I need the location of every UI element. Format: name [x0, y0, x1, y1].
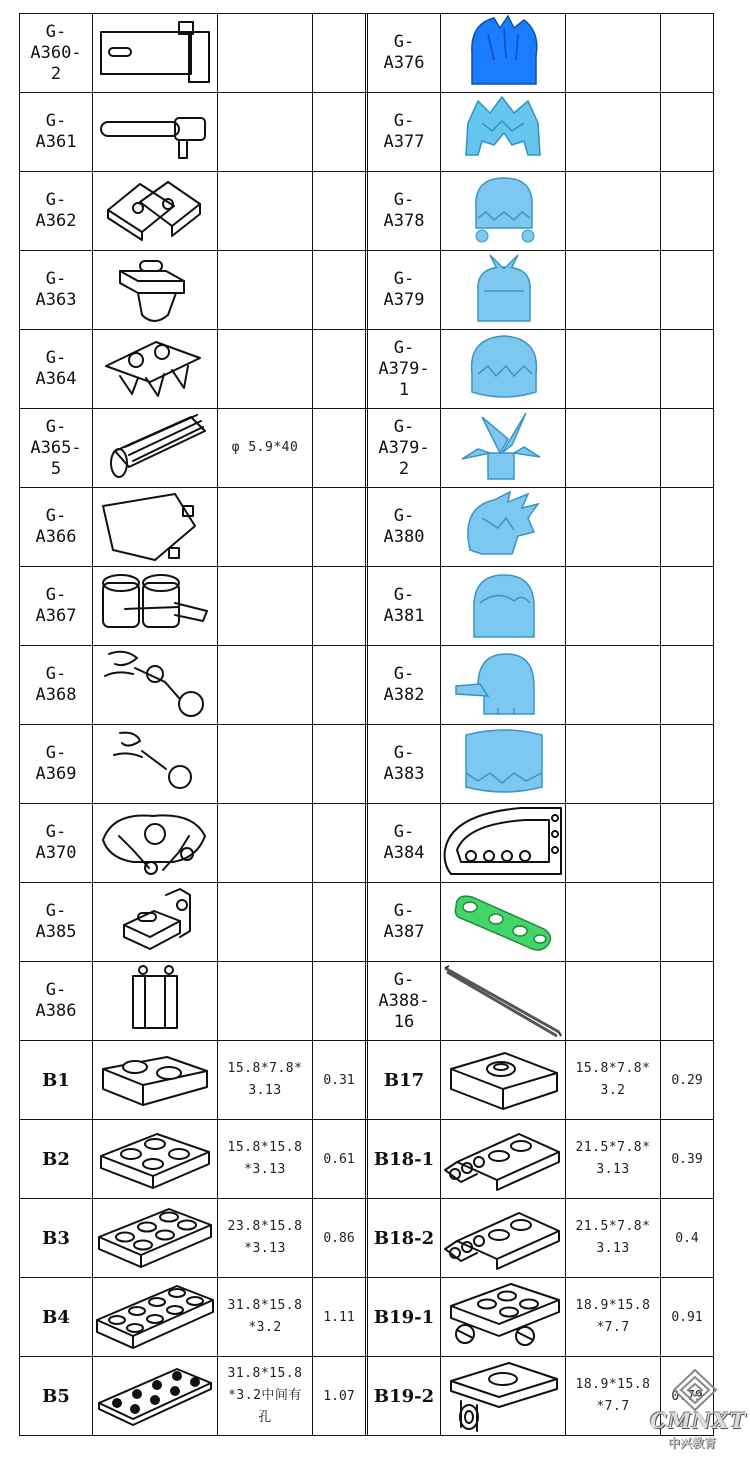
part-image-right-icon: [441, 251, 566, 330]
part-weight-left: [313, 962, 366, 1041]
part-image-right-icon: [441, 488, 566, 567]
part-code-right: G- A384: [368, 804, 441, 883]
part-size-right: [566, 330, 661, 409]
part-size-right: [566, 567, 661, 646]
table-row: [20, 725, 714, 804]
part-code-left: G- A366: [20, 488, 93, 567]
part-weight-left: 0.31: [313, 1041, 366, 1120]
part-image-left-icon: [93, 488, 218, 567]
watermark-brand: CMNXT: [650, 1408, 747, 1433]
part-code-left: B2: [20, 1120, 93, 1199]
part-weight-right: [661, 804, 714, 883]
part-size-left: [218, 488, 313, 567]
part-weight-right: [661, 409, 714, 488]
part-weight-right: [661, 251, 714, 330]
part-size-right: [566, 804, 661, 883]
table-row: [20, 567, 714, 646]
table-row: [20, 646, 714, 725]
part-image-right-icon: [441, 1278, 566, 1357]
part-code-right: G- A379- 2: [368, 409, 441, 488]
table-row: [20, 1199, 714, 1278]
part-code-right: G- A383: [368, 725, 441, 804]
table-row: [20, 14, 714, 93]
part-size-left: [218, 804, 313, 883]
table-row: [20, 330, 714, 409]
table-row: [20, 93, 714, 172]
part-image-right-icon: [441, 567, 566, 646]
part-code-right: B19-1: [368, 1278, 441, 1357]
part-code-right: B19-2: [368, 1357, 441, 1436]
part-image-right-icon: [441, 1199, 566, 1278]
part-weight-left: [313, 172, 366, 251]
part-weight-left: [313, 488, 366, 567]
part-weight-left: 0.61: [313, 1120, 366, 1199]
part-image-left-icon: [93, 1120, 218, 1199]
part-size-left: φ 5.9*40: [218, 409, 313, 488]
part-size-left: 15.8*15.8 *3.13: [218, 1120, 313, 1199]
part-size-left: 23.8*15.8 *3.13: [218, 1199, 313, 1278]
part-code-left: G- A363: [20, 251, 93, 330]
part-image-right-icon: [441, 725, 566, 804]
part-size-right: [566, 725, 661, 804]
part-size-left: [218, 646, 313, 725]
part-image-left-icon: [93, 962, 218, 1041]
part-image-left-icon: [93, 251, 218, 330]
table-row: [20, 172, 714, 251]
part-code-left: B4: [20, 1278, 93, 1357]
table-row: [20, 1278, 714, 1357]
part-image-right-icon: [441, 93, 566, 172]
table-row: [20, 1120, 714, 1199]
part-image-left-icon: [93, 883, 218, 962]
part-size-right: 21.5*7.8* 3.13: [566, 1120, 661, 1199]
part-image-left-icon: [93, 1041, 218, 1120]
part-size-right: [566, 488, 661, 567]
table-row: [20, 962, 714, 1041]
part-size-right: [566, 14, 661, 93]
watermark-subtitle: 中兴教育: [668, 1436, 717, 1450]
part-image-right-icon: [441, 1357, 566, 1436]
part-size-left: [218, 962, 313, 1041]
part-code-right: B18-1: [368, 1120, 441, 1199]
part-code-left: G- A370: [20, 804, 93, 883]
part-size-left: 31.8*15.8 *3.2: [218, 1278, 313, 1357]
part-code-left: G- A385: [20, 883, 93, 962]
part-image-left-icon: [93, 1357, 218, 1436]
part-size-left: [218, 330, 313, 409]
part-weight-right: [661, 962, 714, 1041]
part-image-right-icon: [441, 804, 566, 883]
watermark-logo: [650, 1368, 746, 1458]
part-size-right: 21.5*7.8* 3.13: [566, 1199, 661, 1278]
part-image-left-icon: [93, 14, 218, 93]
part-weight-right: 0.4: [661, 1199, 714, 1278]
part-weight-right: [661, 567, 714, 646]
table-row: [20, 409, 714, 488]
part-image-left-icon: [93, 93, 218, 172]
part-size-right: [566, 646, 661, 725]
part-weight-left: 0.86: [313, 1199, 366, 1278]
part-image-right-icon: [441, 646, 566, 725]
part-image-left-icon: [93, 725, 218, 804]
part-weight-right: 0.79: [661, 1357, 714, 1436]
part-image-right-icon: [441, 1041, 566, 1120]
part-image-left-icon: [93, 172, 218, 251]
part-size-right: [566, 409, 661, 488]
part-size-left: [218, 725, 313, 804]
part-size-right: [566, 172, 661, 251]
part-code-left: G- A368: [20, 646, 93, 725]
part-code-right: G- A380: [368, 488, 441, 567]
part-size-right: [566, 251, 661, 330]
part-weight-left: [313, 93, 366, 172]
part-weight-right: [661, 883, 714, 962]
part-weight-right: [661, 330, 714, 409]
part-code-right: B18-2: [368, 1199, 441, 1278]
part-size-left: [218, 14, 313, 93]
part-weight-right: 0.91: [661, 1278, 714, 1357]
part-size-left: 15.8*7.8* 3.13: [218, 1041, 313, 1120]
part-image-left-icon: [93, 567, 218, 646]
part-image-right-icon: [441, 14, 566, 93]
part-size-right: 15.8*7.8* 3.2: [566, 1041, 661, 1120]
part-weight-right: [661, 646, 714, 725]
part-code-left: G- A369: [20, 725, 93, 804]
part-size-left: [218, 172, 313, 251]
part-image-left-icon: [93, 804, 218, 883]
part-image-left-icon: [93, 1199, 218, 1278]
part-size-right: [566, 962, 661, 1041]
table-row: [20, 1357, 714, 1436]
part-code-right: B17: [368, 1041, 441, 1120]
part-code-right: G- A376: [368, 14, 441, 93]
table-row: [20, 251, 714, 330]
part-image-left-icon: [93, 409, 218, 488]
part-size-left: [218, 251, 313, 330]
part-weight-left: [313, 804, 366, 883]
part-code-left: G- A367: [20, 567, 93, 646]
part-code-right: G- A378: [368, 172, 441, 251]
part-code-left: B1: [20, 1041, 93, 1120]
part-weight-left: [313, 409, 366, 488]
part-weight-left: [313, 725, 366, 804]
part-image-right-icon: [441, 330, 566, 409]
table-row: [20, 1041, 714, 1120]
part-size-right: 18.9*15.8 *7.7: [566, 1357, 661, 1436]
part-image-right-icon: [441, 172, 566, 251]
part-size-left: [218, 883, 313, 962]
table-row: [20, 883, 714, 962]
part-size-right: [566, 883, 661, 962]
part-size-left: 31.8*15.8 *3.2中间有 孔: [218, 1357, 313, 1436]
part-weight-right: [661, 14, 714, 93]
part-weight-right: [661, 172, 714, 251]
part-image-right-icon: [441, 883, 566, 962]
part-weight-right: [661, 725, 714, 804]
part-image-right-icon: [441, 1120, 566, 1199]
part-weight-left: [313, 883, 366, 962]
part-weight-left: [313, 14, 366, 93]
part-image-left-icon: [93, 1278, 218, 1357]
part-size-left: [218, 567, 313, 646]
part-code-left: G- A364: [20, 330, 93, 409]
part-code-right: G- A381: [368, 567, 441, 646]
part-weight-left: [313, 251, 366, 330]
part-code-right: G- A388- 16: [368, 962, 441, 1041]
part-code-left: G- A362: [20, 172, 93, 251]
part-code-left: G- A386: [20, 962, 93, 1041]
table-row: [20, 804, 714, 883]
table-row: [20, 488, 714, 567]
part-weight-right: [661, 93, 714, 172]
part-image-left-icon: [93, 646, 218, 725]
part-image-right-icon: [441, 409, 566, 488]
part-weight-left: [313, 567, 366, 646]
watermark-mark-icon: [672, 1368, 718, 1412]
part-code-right: G- A377: [368, 93, 441, 172]
part-weight-right: [661, 488, 714, 567]
part-weight-right: 0.29: [661, 1041, 714, 1120]
part-size-right: [566, 93, 661, 172]
part-image-left-icon: [93, 330, 218, 409]
part-code-right: G- A379: [368, 251, 441, 330]
part-code-right: G- A387: [368, 883, 441, 962]
part-code-left: B3: [20, 1199, 93, 1278]
part-code-right: G- A379- 1: [368, 330, 441, 409]
part-code-left: G- A365- 5: [20, 409, 93, 488]
part-image-right-icon: [441, 962, 566, 1041]
part-code-left: G- A361: [20, 93, 93, 172]
part-weight-left: [313, 330, 366, 409]
part-weight-right: 0.39: [661, 1120, 714, 1199]
part-weight-left: 1.07: [313, 1357, 366, 1436]
part-code-left: G- A360- 2: [20, 14, 93, 93]
part-code-left: B5: [20, 1357, 93, 1436]
part-weight-left: [313, 646, 366, 725]
part-size-left: [218, 93, 313, 172]
part-code-right: G- A382: [368, 646, 441, 725]
part-weight-left: 1.11: [313, 1278, 366, 1357]
part-size-right: 18.9*15.8 *7.7: [566, 1278, 661, 1357]
parts-table: [19, 13, 714, 1436]
